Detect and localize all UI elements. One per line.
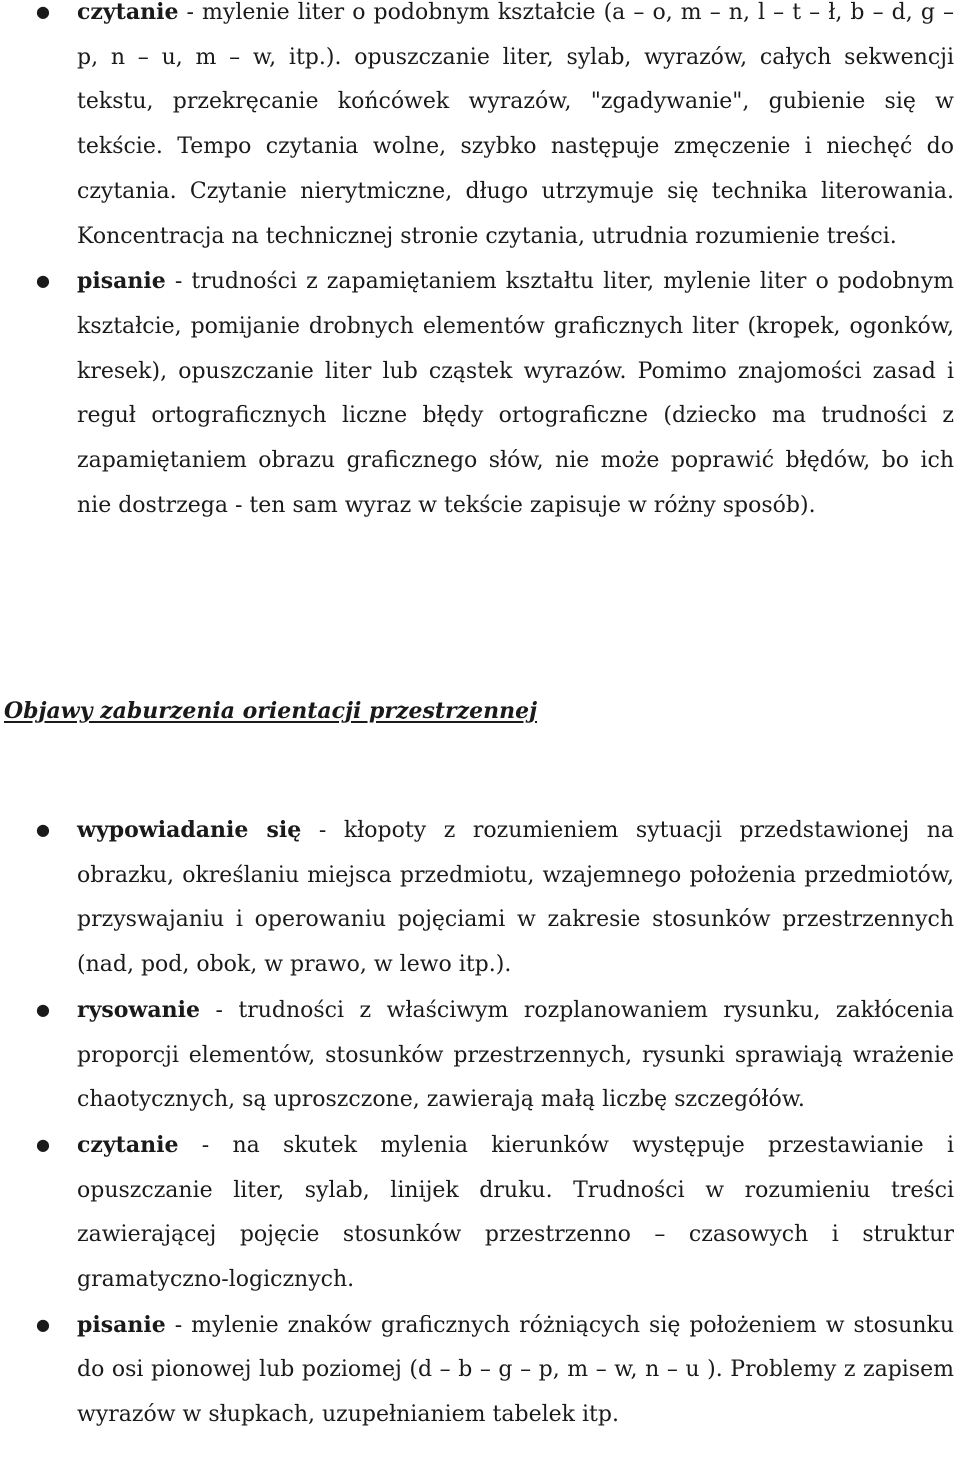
item-term: pisanie (77, 268, 166, 295)
item-text: - trudności z zapamiętaniem kształtu liter, mylenie liter o podobnym kształcie, pomijanie drobnych elementów graficznych liter (kropek, ogonków, kresek), opuszczanie liter lub cząstek wyrazów. Pomimo znajomości zasad i reguł ortograficznych liczne błędy ortograficzne (dziecko ma trudności z zapamiętaniem obrazu graficznego słów, nie może poprawić błędów, bo ich nie dostrzega - ten sam wyraz w tekście zapisuje w różny sposób). (77, 269, 954, 518)
list-item-pisanie (0, 259, 960, 528)
item-text: - mylenie znaków graficznych różniących się położeniem w stosunku do osi pionowej lub poziomej (d – b – g – p, m – w, n – u ). Problemy z zapisem wyrazów w słupkach, uzupełnianiem tabelek itp. (77, 1312, 954, 1428)
list-item-pisanie-2 (0, 1303, 960, 1438)
list-item-czytanie-2 (0, 1123, 960, 1303)
bullet-icon: ● (36, 999, 50, 1019)
item-text: - na skutek mylenia kierunków występuje przestawianie i opuszczanie liter, sylab, linijek druku. Trudności w rozumieniu treści zawierającej pojęcie stosunków przestrzenno – czasowych i struktur gramatyczno-logicznych. (77, 1132, 954, 1293)
bullet-icon: ● (36, 271, 50, 291)
list-item-wypowiadanie (0, 808, 960, 988)
item-term: wypowiadanie się (77, 817, 302, 843)
bullet-icon: ● (36, 2, 50, 21)
bullet-icon: ● (36, 820, 50, 839)
item-term: rysowanie (77, 996, 200, 1023)
section-heading: Objawy zaburzenia orientacji przestrzennej (4, 698, 538, 724)
bullet-icon: ● (36, 1314, 50, 1334)
item-text: - trudności z właściwym rozplanowaniem rysunku, zakłócenia proporcji elementów, stosunków przestrzennych, rysunki sprawiają wrażenie chaotycznych, są uproszczone, zawierają małą liczbę szczegółów. (77, 997, 954, 1113)
item-term: pisanie (77, 1311, 166, 1338)
bullet-icon: ● (36, 1134, 50, 1154)
item-text: - mylenie liter o podobnym kształcie (a – o, m – n, l – t – ł, b – d, g – p, n – u, m – w, itp.). opuszczanie liter, sylab, wyrazów, całych sekwencji tekstu, przekręcanie końcówek wyrazów, "zgadywanie", gubienie się w tekście. Tempo czytania wolne, szybko następuje zmęczenie i niechęć do czytania. Czytanie nierytmiczne, długo utrzymuje się technika literowania. Koncentracja na technicznej stronie czytania, utrudnia rozumienie treści. (77, 0, 954, 249)
bullet-list-section-2 (0, 808, 960, 1438)
item-term: czytanie (77, 1131, 179, 1158)
item-text: - kłopoty z rozumieniem sytuacji przedstawionej na obrazku, określaniu miejsca przedmiotu, wzajemnego położenia przedmiotów, przyswajaniu i operowaniu pojęciami w zakresie stosunków przestrzennych (nad, pod, obok, w prawo, w lewo itp.). (77, 818, 954, 978)
list-item-rysowanie (0, 988, 960, 1123)
item-term: czytanie (77, 0, 179, 25)
list-item-czytanie (0, 0, 960, 259)
bullet-list-section-1 (0, 0, 960, 528)
